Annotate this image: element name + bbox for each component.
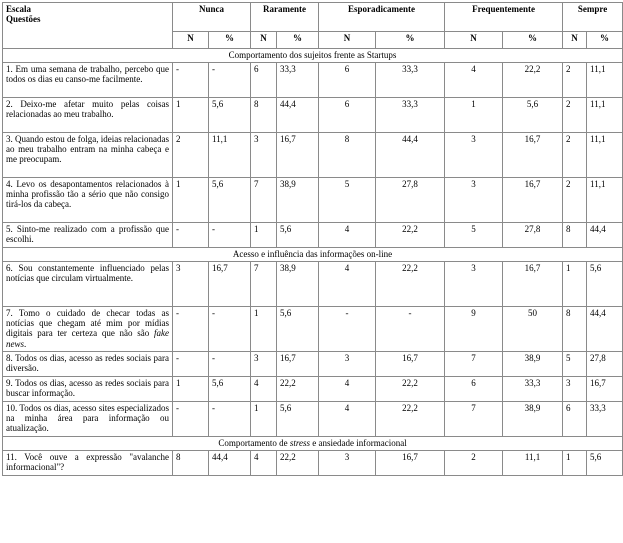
value-cell: 11,1	[587, 98, 623, 133]
table-row	[3, 402, 623, 437]
scale-label: Escala	[6, 4, 32, 14]
value-cell: -	[209, 223, 251, 248]
value-cell: 3	[251, 133, 277, 178]
value-cell: 16,7	[277, 352, 319, 377]
value-cell: 16,7	[277, 133, 319, 178]
question-cell: 6. Sou constantemente influenciado pelas notícias que circulam virtualmente.	[3, 262, 173, 307]
value-cell: 8	[173, 451, 209, 476]
group-header-esporadicamente: Esporadicamente	[319, 3, 445, 32]
value-cell: 6	[319, 63, 376, 98]
value-cell: 3	[563, 377, 587, 402]
value-cell: 1	[251, 402, 277, 437]
value-cell: 5,6	[587, 262, 623, 307]
value-cell: 5	[563, 352, 587, 377]
value-cell: 7	[445, 352, 503, 377]
value-cell: -	[209, 63, 251, 98]
value-cell: 6	[563, 402, 587, 437]
value-cell: 11,1	[209, 133, 251, 178]
value-cell: -	[173, 63, 209, 98]
value-cell: 4	[319, 262, 376, 307]
value-cell: 2	[173, 133, 209, 178]
value-cell: 38,9	[503, 352, 563, 377]
n-header: N	[173, 32, 209, 49]
section-title: Acesso e influência das informações on-line	[3, 248, 623, 262]
value-cell: 1	[251, 307, 277, 352]
value-cell: 1	[563, 262, 587, 307]
value-cell: 11,1	[587, 178, 623, 223]
group-header-nunca: Nunca	[173, 3, 251, 32]
question-cell	[3, 307, 173, 352]
value-cell: 5,6	[277, 402, 319, 437]
table-row	[3, 98, 623, 133]
question-cell: 3. Quando estou de folga, ideias relacionadas ao meu trabalho entram na minha cabeça e me preocupam.	[3, 133, 173, 178]
value-cell: 16,7	[503, 262, 563, 307]
value-cell: 11,1	[587, 63, 623, 98]
table-row	[3, 178, 623, 223]
value-cell: 33,3	[376, 63, 445, 98]
value-cell: 5,6	[277, 307, 319, 352]
value-cell: 6	[251, 63, 277, 98]
value-cell: 22,2	[277, 377, 319, 402]
section-title-emphasis: stress	[289, 438, 310, 448]
value-cell: 5,6	[209, 178, 251, 223]
value-cell: 38,9	[503, 402, 563, 437]
question-cell: 8. Todos os dias, acesso as redes sociais para diversão.	[3, 352, 173, 377]
value-cell: -	[173, 223, 209, 248]
value-cell: -	[376, 307, 445, 352]
value-cell: 22,2	[376, 402, 445, 437]
value-cell: 6	[319, 98, 376, 133]
value-cell: 1	[173, 98, 209, 133]
survey-table	[2, 2, 623, 476]
section-title: Comportamento dos sujeitos frente as Startups	[3, 49, 623, 63]
question-cell: 9. Todos os dias, acesso as redes sociais para buscar informação.	[3, 377, 173, 402]
value-cell: -	[173, 307, 209, 352]
table-row	[3, 223, 623, 248]
value-cell: 38,9	[277, 178, 319, 223]
value-cell: 2	[563, 98, 587, 133]
value-cell: 50	[503, 307, 563, 352]
n-header: N	[563, 32, 587, 49]
table-row	[3, 63, 623, 98]
value-cell: 1	[173, 178, 209, 223]
value-cell: 5	[319, 178, 376, 223]
value-cell: 33,3	[277, 63, 319, 98]
value-cell: 5,6	[209, 98, 251, 133]
value-cell: 22,2	[376, 377, 445, 402]
value-cell: 27,8	[587, 352, 623, 377]
value-cell: 22,2	[503, 63, 563, 98]
table-row	[3, 377, 623, 402]
section-row	[3, 49, 623, 63]
value-cell: 16,7	[376, 451, 445, 476]
value-cell: 9	[445, 307, 503, 352]
section-title-text-end: e ansiedade informacional	[310, 438, 407, 448]
value-cell: 44,4	[587, 307, 623, 352]
value-cell: 5,6	[587, 451, 623, 476]
value-cell: 44,4	[277, 98, 319, 133]
n-header: N	[445, 32, 503, 49]
question-text-end: .	[24, 338, 27, 349]
question-cell: 4. Levo os desapontamentos relacionados à minha profissão tão a sério que não consigo tirá-los da cabeça.	[3, 178, 173, 223]
value-cell: -	[209, 307, 251, 352]
value-cell: 1	[563, 451, 587, 476]
section-row	[3, 437, 623, 451]
value-cell: 44,4	[376, 133, 445, 178]
value-cell: 7	[251, 262, 277, 307]
value-cell: 44,4	[209, 451, 251, 476]
table-row	[3, 262, 623, 307]
value-cell: -	[173, 402, 209, 437]
value-cell: 16,7	[209, 262, 251, 307]
value-cell: 5	[445, 223, 503, 248]
value-cell: 5,6	[209, 377, 251, 402]
value-cell: 11,1	[503, 451, 563, 476]
value-cell: -	[209, 352, 251, 377]
value-cell: 3	[445, 262, 503, 307]
header-row-groups	[3, 3, 623, 32]
value-cell: 3	[319, 451, 376, 476]
value-cell: 4	[251, 451, 277, 476]
value-cell: 4	[319, 223, 376, 248]
value-cell: 33,3	[587, 402, 623, 437]
value-cell: 2	[445, 451, 503, 476]
value-cell: -	[319, 307, 376, 352]
value-cell: 44,4	[587, 223, 623, 248]
value-cell: 2	[563, 178, 587, 223]
value-cell: 27,8	[376, 178, 445, 223]
value-cell: 3	[319, 352, 376, 377]
section-title	[3, 437, 623, 451]
value-cell: 27,8	[503, 223, 563, 248]
value-cell: 16,7	[503, 178, 563, 223]
value-cell: 3	[445, 178, 503, 223]
group-header-raramente: Raramente	[251, 3, 319, 32]
question-cell: 1. Em uma semana de trabalho, percebo que todos os dias eu canso-me facilmente.	[3, 63, 173, 98]
value-cell: 8	[319, 133, 376, 178]
value-cell: 8	[251, 98, 277, 133]
value-cell: 2	[563, 63, 587, 98]
section-title-text: Comportamento de	[218, 438, 290, 448]
question-cell: 10. Todos os dias, acesso sites especializados na minha área para informação ou atualização.	[3, 402, 173, 437]
question-text: 7. Tomo o cuidado de checar todas as notícias que chegam até mim por mídias digitais para ter certeza que não são	[6, 308, 169, 339]
value-cell: 1	[445, 98, 503, 133]
question-emphasis: fake news	[6, 328, 169, 349]
n-header: N	[319, 32, 376, 49]
value-cell: 4	[319, 377, 376, 402]
question-cell: 5. Sinto-me realizado com a profissão que escolhi.	[3, 223, 173, 248]
value-cell: 1	[173, 377, 209, 402]
value-cell: 7	[251, 178, 277, 223]
pct-header: %	[209, 32, 251, 49]
value-cell: -	[209, 402, 251, 437]
value-cell: 4	[445, 63, 503, 98]
value-cell: 38,9	[277, 262, 319, 307]
group-header-sempre: Sempre	[563, 3, 623, 32]
value-cell: 8	[563, 223, 587, 248]
table-row	[3, 307, 623, 352]
table-row	[3, 352, 623, 377]
value-cell: 7	[445, 402, 503, 437]
value-cell: 22,2	[277, 451, 319, 476]
value-cell: 6	[445, 377, 503, 402]
group-header-frequentemente: Frequentemente	[445, 3, 563, 32]
value-cell: 33,3	[503, 377, 563, 402]
value-cell: 16,7	[587, 377, 623, 402]
value-cell: 1	[251, 223, 277, 248]
value-cell: 3	[173, 262, 209, 307]
value-cell: 11,1	[587, 133, 623, 178]
value-cell: 5,6	[277, 223, 319, 248]
value-cell: 16,7	[503, 133, 563, 178]
value-cell: 16,7	[376, 352, 445, 377]
question-cell: 2. Deixo-me afetar muito pelas coisas relacionadas ao meu trabalho.	[3, 98, 173, 133]
value-cell: 33,3	[376, 98, 445, 133]
scale-questions-header	[3, 3, 173, 49]
pct-header: %	[376, 32, 445, 49]
questions-label: Questões	[6, 14, 41, 25]
pct-header: %	[503, 32, 563, 49]
value-cell: 22,2	[376, 223, 445, 248]
value-cell: 2	[563, 133, 587, 178]
section-row	[3, 248, 623, 262]
value-cell: -	[173, 352, 209, 377]
n-header: N	[251, 32, 277, 49]
value-cell: 3	[445, 133, 503, 178]
value-cell: 8	[563, 307, 587, 352]
table-row	[3, 133, 623, 178]
table-row	[3, 451, 623, 476]
question-cell: 11. Você ouve a expressão "avalanche informacional"?	[3, 451, 173, 476]
value-cell: 4	[251, 377, 277, 402]
value-cell: 4	[319, 402, 376, 437]
value-cell: 22,2	[376, 262, 445, 307]
pct-header: %	[277, 32, 319, 49]
value-cell: 3	[251, 352, 277, 377]
value-cell: 5,6	[503, 98, 563, 133]
pct-header: %	[587, 32, 623, 49]
